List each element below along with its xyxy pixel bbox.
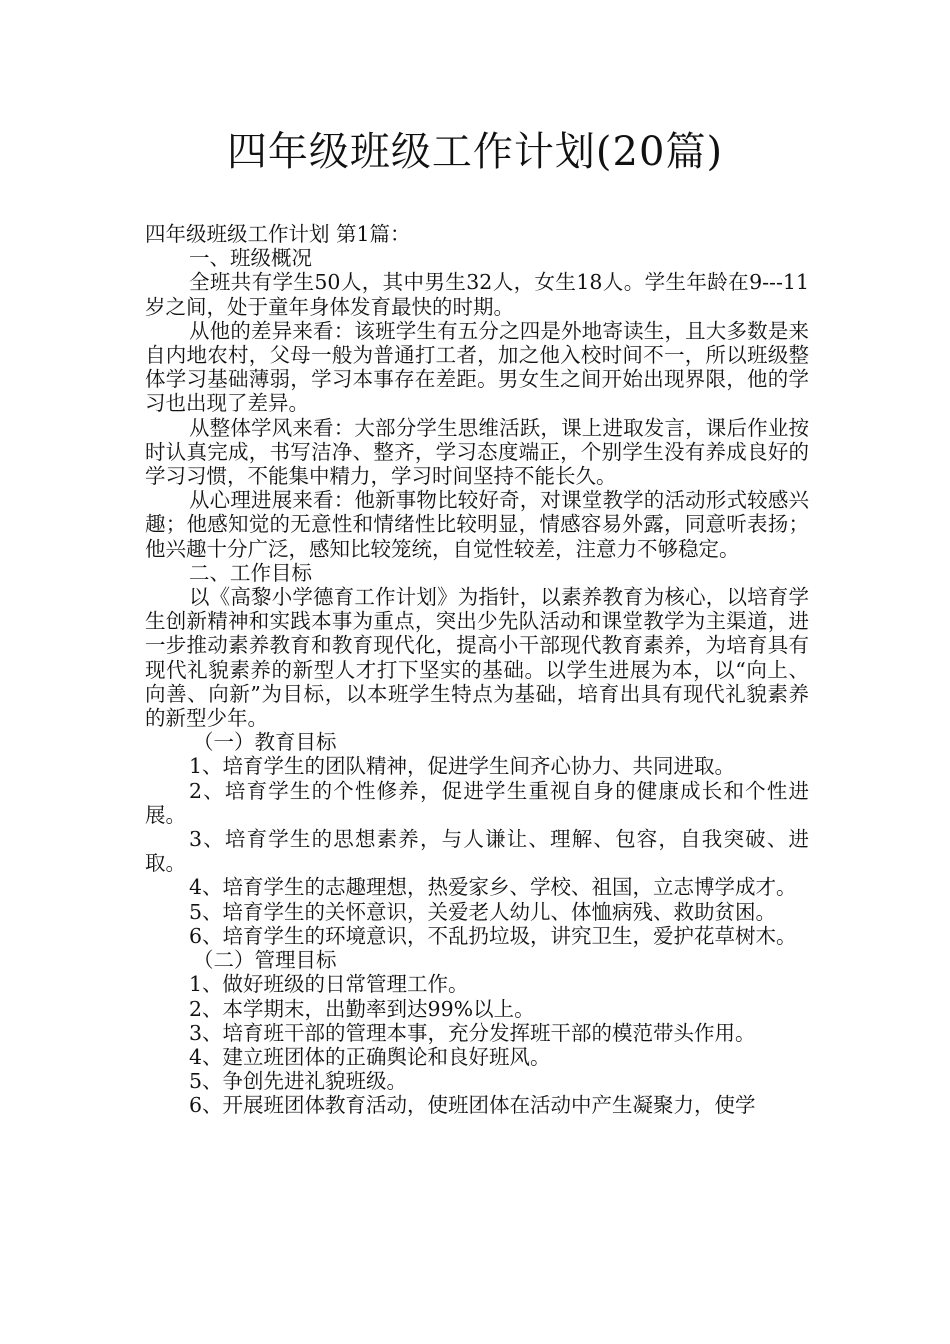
paragraph: （二）管理目标: [193, 948, 337, 973]
paragraph: 4、培育学生的志趣理想，热爱家乡、学校、祖国，立志博学成才。: [189, 875, 797, 900]
paragraph: 从心理进展来看：他新事物比较好奇，对课堂教学的活动形式较感兴趣；他感知觉的无意性和情绪性比较明显，情感容易外露，同意听表扬；他兴趣十分广泛，感知比较笼统，自觉性较差，注意力不够稳定。: [145, 488, 809, 561]
paragraph: 3、培育学生的思想素养，与人谦让、理解、包容，自我突破、进取。: [145, 827, 809, 876]
paragraph: 6、开展班团体教育活动，使班团体在活动中产生凝聚力，使学: [189, 1093, 756, 1118]
paragraph: 四年级班级工作计划 第1篇：: [145, 222, 411, 246]
paragraph: （一）教育目标: [193, 730, 337, 755]
paragraph: 2、培育学生的个性修养，促进学生重视自身的健康成长和个性进展。: [145, 778, 809, 827]
paragraph: 从整体学风来看：大部分学生思维活跃，课上进取发言，课后作业按时认真完成，书写洁净、整齐，学习态度端正，个别学生没有养成良好的学习习惯，不能集中精力，学习时间坚持不能长久。: [145, 415, 809, 489]
paragraph: 4、建立班团体的正确舆论和良好班风。: [189, 1044, 551, 1069]
paragraph: 2、本学期末，出勤率到达99%以上。: [189, 996, 535, 1021]
paragraph: 1、做好班级的日常管理工作。: [189, 972, 469, 997]
paragraph: 1、培育学生的团队精神，促进学生间齐心协力、共同进取。: [189, 754, 736, 779]
paragraph: 6、培育学生的环境意识，不乱扔垃圾，讲究卫生，爱护花草树木。: [189, 923, 797, 948]
document-title: 四年级班级工作计划(20篇): [226, 129, 724, 175]
paragraph: 5、培育学生的关怀意识，关爱老人幼儿、体恤病残、救助贫困。: [189, 899, 777, 924]
paragraph: 以《高黎小学德育工作计划》为指针，以素养教育为核心，以培育学生创新精神和实践本事为重点，突出少先队活动和课堂教学为主渠道，进一步推动素养教育和教育现代化，提高小干部现代教育素养，为培育具有现代礼貌素养的新型人才打下坚实的基础。以学生进展为本，以“向上、向善、向新”为目标，以本班学生特点为基础，培育出具有现代礼貌素养的新型少年。: [145, 585, 809, 731]
paragraph: 全班共有学生50人，其中男生32人，女生18人。学生年龄在9---11岁之间，处于童年身体发育最快的时期。: [145, 270, 809, 319]
document-body: [145, 222, 809, 1118]
paragraph: 5、争创先进礼貌班级。: [189, 1069, 408, 1094]
paragraph: 3、培育班干部的管理本事，充分发挥班干部的模范带头作用。: [189, 1020, 756, 1045]
paragraph: 二、工作目标: [189, 560, 312, 585]
paragraph: 从他的差异来看：该班学生有五分之四是外地寄读生，且大多数是来自内地农村，父母一般为普通打工者，加之他入校时间不一，所以班级整体学习基础薄弱，学习本事存在差距。男女生之间开始出现界限，他的学习也出现了差异。: [145, 318, 809, 416]
paragraph: 一、班级概况: [189, 246, 312, 271]
